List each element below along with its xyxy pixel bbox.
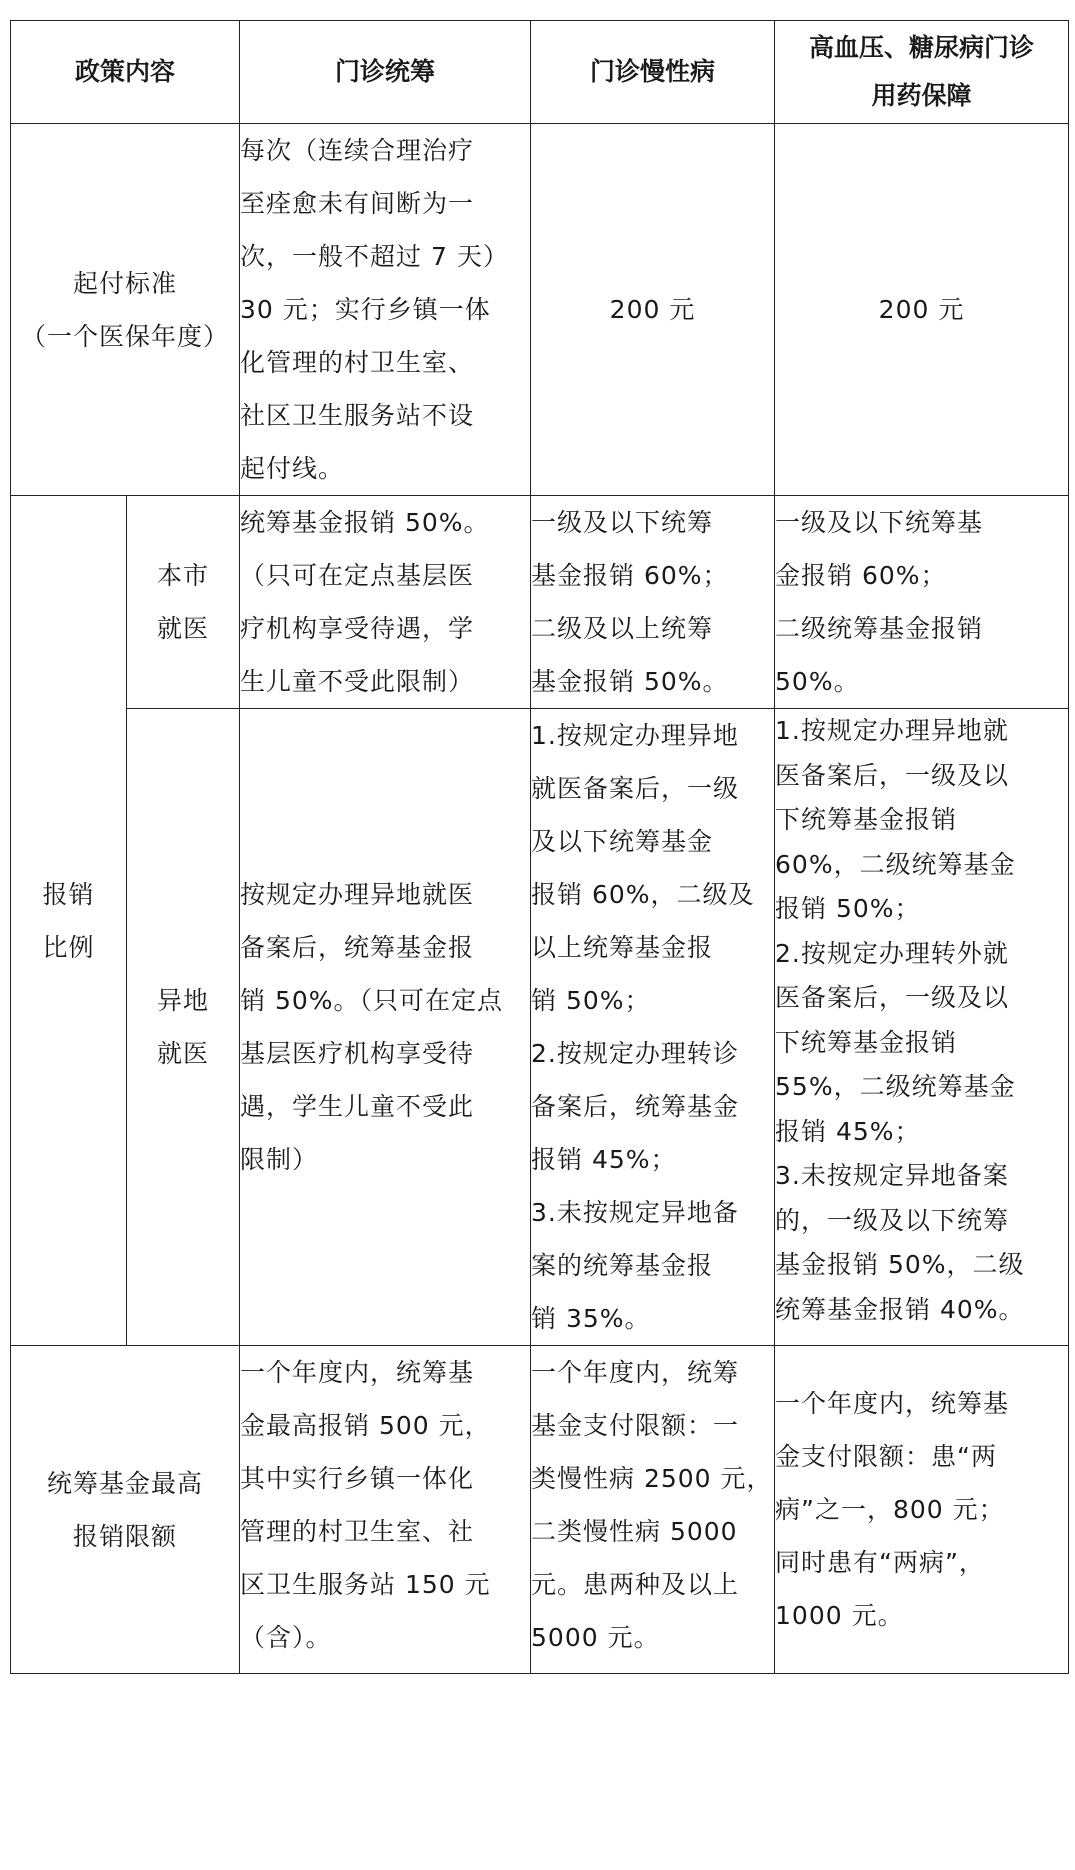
local-label: 本市 就医 [127,496,240,709]
nonlocal-hyp-dia: 1.按规定办理异地就 医备案后，一级及以 下统筹基金报销 60%，二级统筹基金 报销 50%； 2.按规定办理转外就 医备案后，一级及以 下统筹基金报销 55%，二级统筹基金 报销 45%； 3.未按规定异地备案 的，一级及以下统筹 基金报销 50%，二级 统筹基金报销 40%。 [775,709,1069,1346]
reimbursement-label: 报销 比例 [11,496,127,1346]
deductible-label: 起付标准 （一个医保年度） [11,124,240,496]
local-outpatient: 统筹基金报销 50%。 （只可在定点基层医 疗机构享受待遇，学 生儿童不受此限制） [240,496,531,709]
row-deductible [11,124,1069,496]
header-hyp-dia: 高血压、糖尿病门诊 用药保障 [775,21,1069,124]
deductible-chronic: 200 元 [531,124,775,496]
nonlocal-outpatient: 按规定办理异地就医 备案后，统筹基金报 销 50%。（只可在定点 基层医疗机构享受待 遇，学生儿童不受此 限制） [240,709,531,1346]
policy-table [10,20,1069,1674]
header-row [11,21,1069,124]
max-limit-hyp-dia: 一个年度内，统筹基 金支付限额：患“两 病”之一，800 元； 同时患有“两病”， 1000 元。 [775,1346,1069,1674]
nonlocal-label: 异地 就医 [127,709,240,1346]
max-limit-chronic: 一个年度内，统筹 基金支付限额：一 类慢性病 2500 元， 二类慢性病 5000 元。患两种及以上 5000 元。 [531,1346,775,1674]
header-outpatient: 门诊统筹 [240,21,531,124]
row-max-limit [11,1346,1069,1674]
max-limit-label: 统筹基金最高 报销限额 [11,1346,240,1674]
deductible-hyp-dia: 200 元 [775,124,1069,496]
local-hyp-dia: 一级及以下统筹基 金报销 60%； 二级统筹基金报销 50%。 [775,496,1069,709]
max-limit-outpatient: 一个年度内，统筹基 金最高报销 500 元， 其中实行乡镇一体化 管理的村卫生室、社 区卫生服务站 150 元 （含）。 [240,1346,531,1674]
nonlocal-chronic: 1.按规定办理异地 就医备案后，一级 及以下统筹基金 报销 60%，二级及 以上统筹基金报 销 50%； 2.按规定办理转诊 备案后，统筹基金 报销 45%； 3.未按规定异地备 案的统筹基金报 销 35%。 [531,709,775,1346]
row-reimbursement-local [11,496,1069,709]
row-reimbursement-nonlocal [11,709,1069,1346]
local-chronic: 一级及以下统筹 基金报销 60%； 二级及以上统筹 基金报销 50%。 [531,496,775,709]
deductible-outpatient: 每次（连续合理治疗 至痊愈未有间断为一 次，一般不超过 7 天） 30 元；实行乡镇一体 化管理的村卫生室、 社区卫生服务站不设 起付线。 [240,124,531,496]
header-chronic: 门诊慢性病 [531,21,775,124]
header-policy: 政策内容 [11,21,240,124]
